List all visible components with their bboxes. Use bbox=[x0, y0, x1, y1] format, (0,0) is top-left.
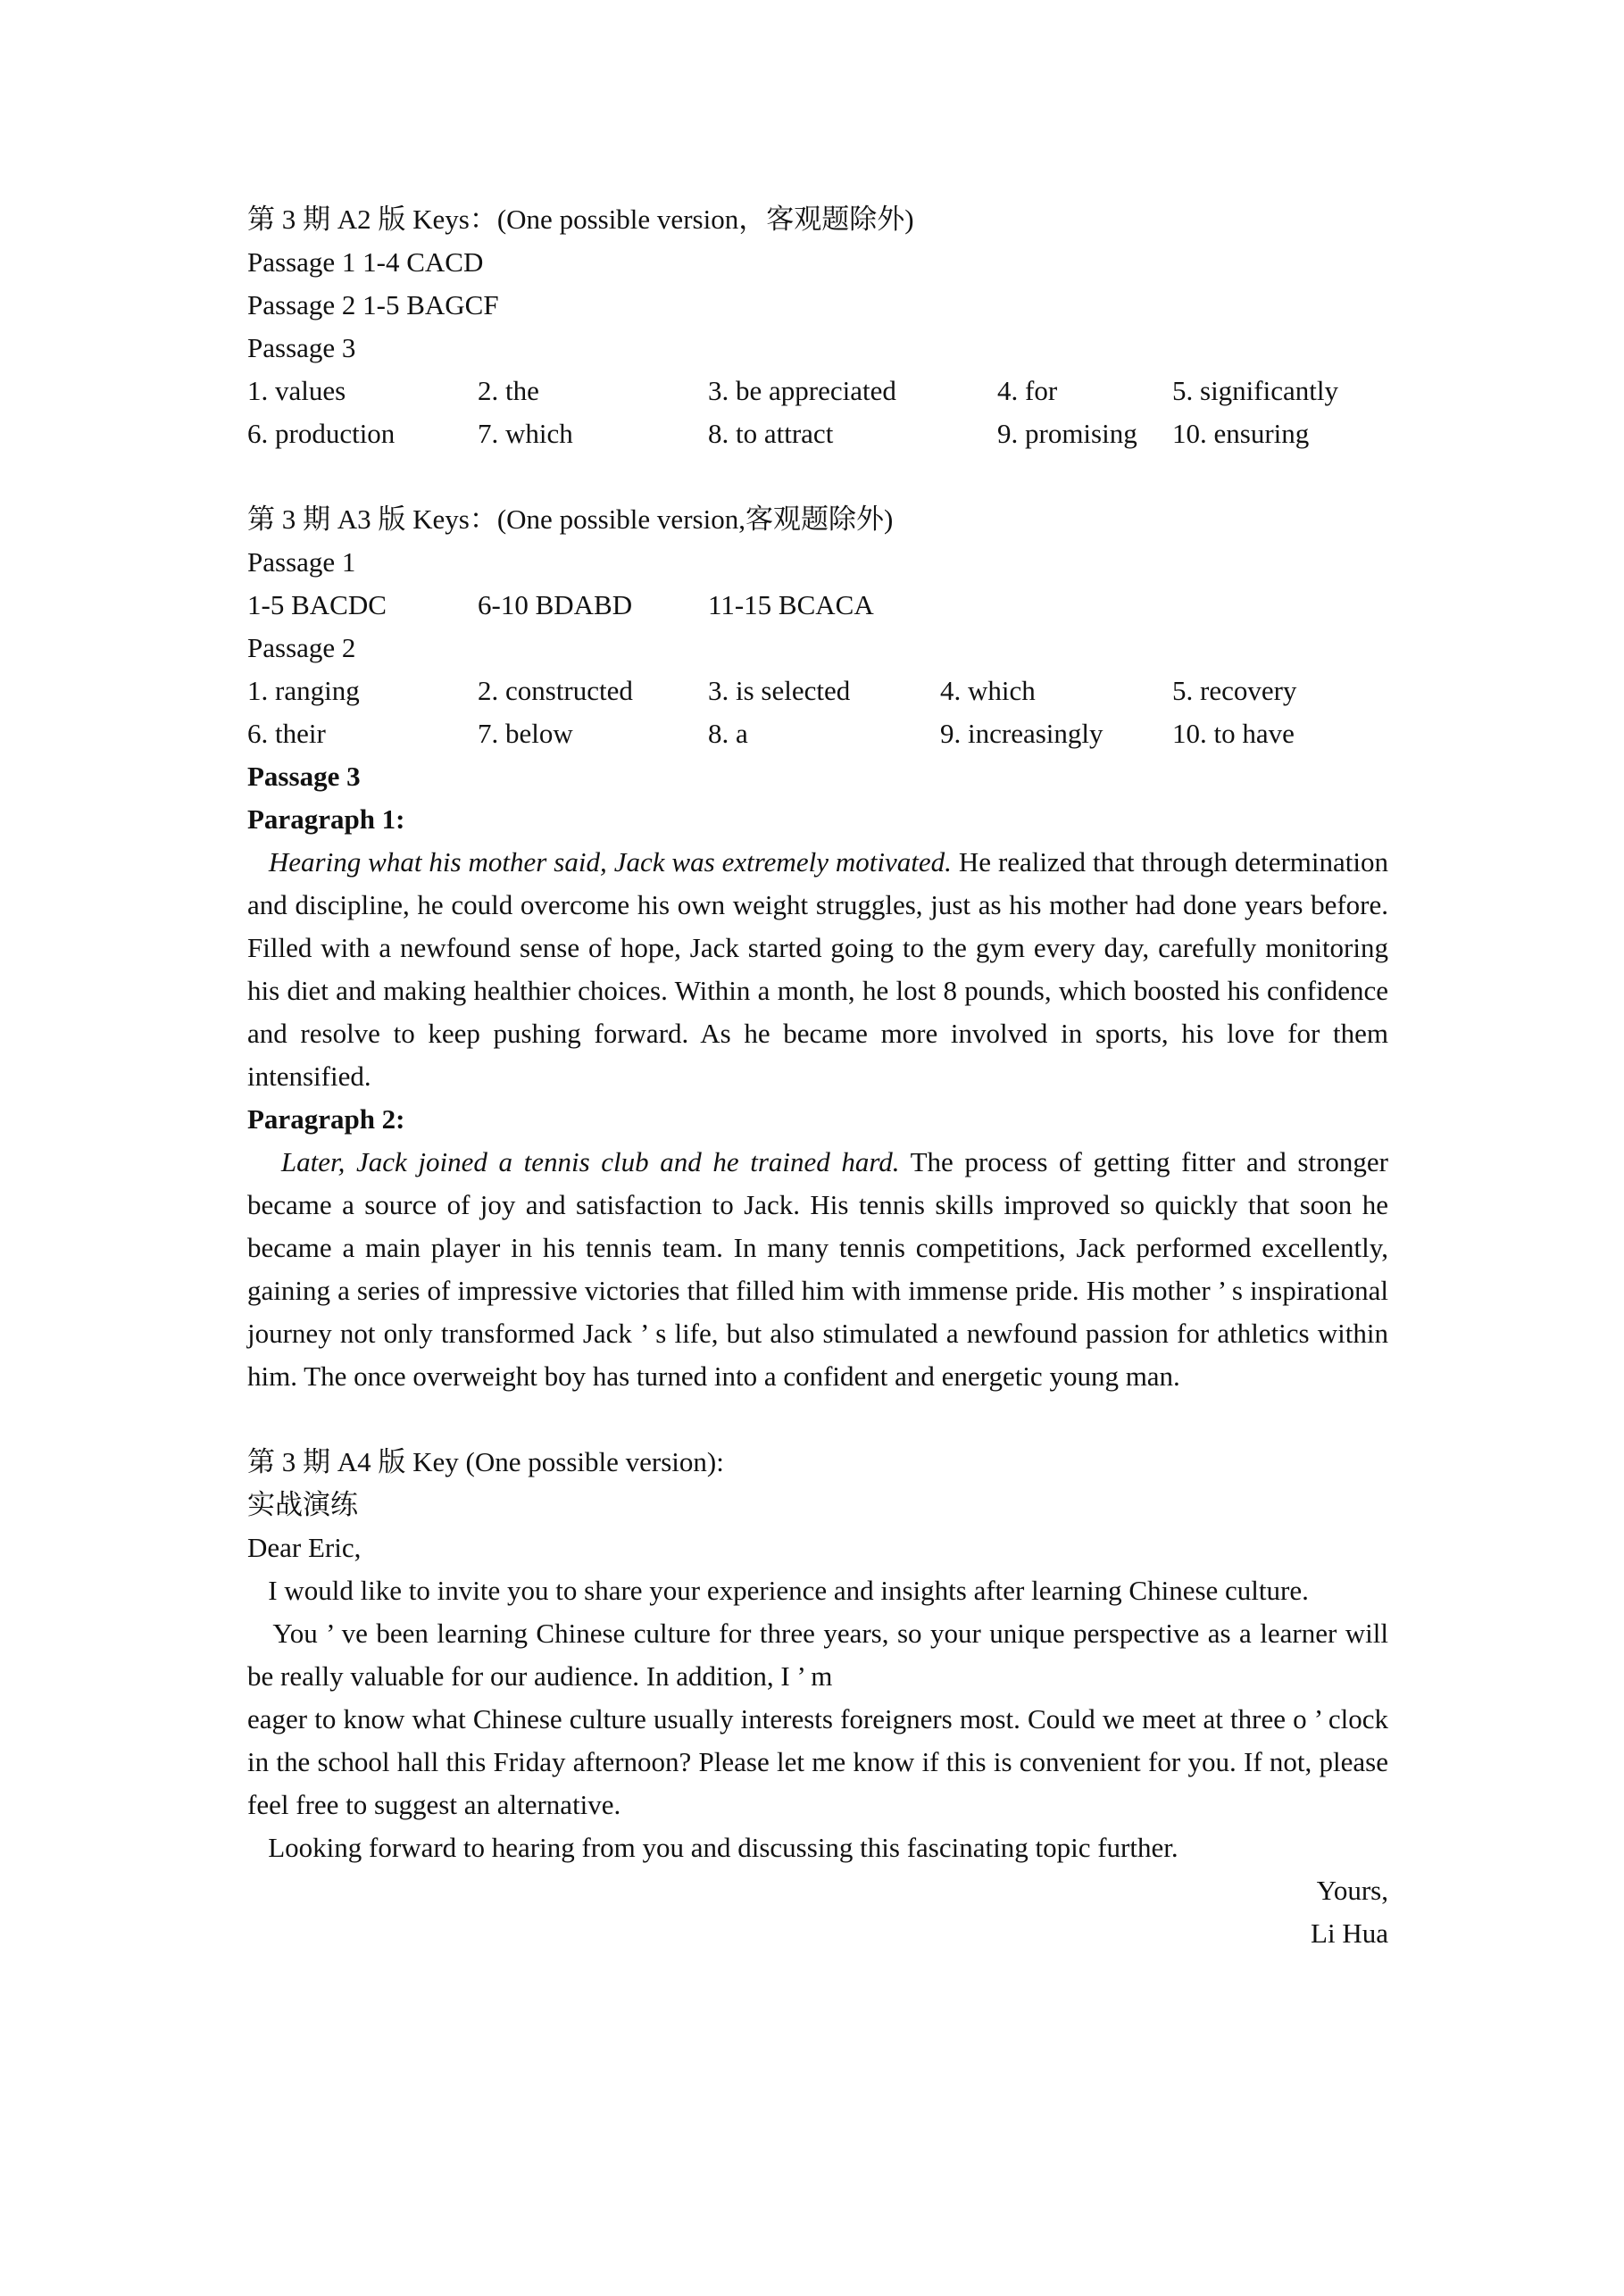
paragraph1-lead: Hearing what his mother said, Jack was extremely motivated. bbox=[268, 846, 952, 878]
letter-text: You ’ ve been learning Chinese culture for three years, so your unique perspective as a learner will be really valuable for our audience. In addition, I ’ m bbox=[247, 1618, 1389, 1692]
answer-key-page bbox=[247, 198, 1388, 1955]
a2-passage1-key: Passage 1 1-4 CACD bbox=[247, 246, 484, 278]
answer-cell: 7. below bbox=[478, 718, 573, 749]
paragraph1-body: He realized that through determination and discipline, he could overcome his own weight struggles, just as his mother had done years before. Filled with a newfound sense of hope, Jack started going to the gym every day, carefully monitoring his diet and making healthier choices. Within a month, he lost 8 pounds, which boosted his confidence and resolve to keep pushing forward. As he became more involved in sports, his love for them intensified. bbox=[247, 846, 1389, 1092]
paragraph1-title: Paragraph 1: bbox=[247, 803, 405, 835]
answer-cell: 4. which bbox=[940, 675, 1036, 706]
letter-paragraph bbox=[247, 1698, 1388, 1826]
answer-cell: 9. promising bbox=[997, 418, 1137, 449]
a3-passage1-title: Passage 1 bbox=[247, 546, 356, 578]
answer-cell: 6. their bbox=[247, 718, 326, 749]
a3-heading: 第 3 期 A3 版 Keys：(One possible version,客观题除外) bbox=[247, 503, 894, 535]
answer-cell: 5. significantly bbox=[1172, 375, 1338, 406]
a3-passage3-title: Passage 3 bbox=[247, 761, 361, 792]
a4-heading: 第 3 期 A4 版 Key (One possible version): bbox=[247, 1446, 724, 1477]
answer-cell: 2. the bbox=[478, 375, 539, 406]
answer-cell: 6-10 BDABD bbox=[478, 589, 633, 620]
letter-greeting: Dear Eric, bbox=[247, 1532, 362, 1563]
answer-cell: 5. recovery bbox=[1172, 675, 1297, 706]
paragraph2-title: Paragraph 2: bbox=[247, 1103, 405, 1135]
letter-paragraph bbox=[247, 1612, 1388, 1698]
a2-passage3-row bbox=[247, 412, 1388, 455]
letter-closing: Yours, bbox=[1316, 1875, 1388, 1906]
paragraph2-text bbox=[247, 1141, 1388, 1398]
a2-passage3-row bbox=[247, 370, 1388, 412]
answer-cell: 8. to attract bbox=[708, 418, 834, 449]
answer-cell: 8. a bbox=[708, 718, 748, 749]
paragraph2-lead: Later, Jack joined a tennis club and he trained hard. bbox=[280, 1146, 900, 1177]
a3-passage2-row bbox=[247, 712, 1388, 755]
letter-text: Looking forward to hearing from you and discussing this fascinating topic further. bbox=[268, 1832, 1178, 1863]
answer-cell: 6. production bbox=[247, 418, 396, 449]
letter-signature: Li Hua bbox=[1311, 1917, 1388, 1949]
answer-cell: 4. for bbox=[997, 375, 1058, 406]
a2-passage2-key: Passage 2 1-5 BAGCF bbox=[247, 289, 499, 320]
letter-paragraph bbox=[247, 1569, 1388, 1612]
answer-cell: 2. constructed bbox=[478, 675, 633, 706]
paragraph2-body: The process of getting fitter and stronger became a source of joy and satisfaction to Jack. His tennis skills improved so quickly that soon he became a main player in his tennis team. In many tennis competitions, Jack performed excellently, gaining a series of impressive victories that filled him with immense pride. His mother ’ s inspirational journey not only transformed Jack ’ s life, but also stimulated a newfound passion for athletics within him. The once overweight boy has turned into a confident and energetic young man. bbox=[247, 1146, 1388, 1392]
a3-passage2-title: Passage 2 bbox=[247, 632, 356, 663]
answer-cell: 10. ensuring bbox=[1172, 418, 1310, 449]
answer-cell: 3. is selected bbox=[708, 675, 851, 706]
letter-text: I would like to invite you to share your experience and insights after learning Chinese culture. bbox=[268, 1575, 1309, 1606]
a2-passage3-title: Passage 3 bbox=[247, 332, 356, 363]
a3-passage1-row bbox=[247, 584, 1388, 627]
answer-cell: 9. increasingly bbox=[940, 718, 1103, 749]
letter-paragraph bbox=[247, 1826, 1388, 1869]
answer-cell: 1. values bbox=[247, 375, 346, 406]
paragraph1-text bbox=[247, 841, 1388, 1098]
answer-cell: 10. to have bbox=[1172, 718, 1295, 749]
answer-cell: 1-5 BACDC bbox=[247, 589, 387, 620]
a4-section-title: 实战演练 bbox=[247, 1489, 358, 1520]
a3-passage2-row bbox=[247, 670, 1388, 712]
answer-cell: 1. ranging bbox=[247, 675, 360, 706]
answer-cell: 3. be appreciated bbox=[708, 375, 896, 406]
letter-text: eager to know what Chinese culture usually interests foreigners most. Could we meet at three o ’ clock in the school hall this Friday afternoon? Please let me know if this is convenient for you. If not, please feel free to suggest an alternative. bbox=[247, 1703, 1388, 1820]
answer-cell: 11-15 BCACA bbox=[708, 589, 874, 620]
answer-cell: 7. which bbox=[478, 418, 573, 449]
a2-heading: 第 3 期 A2 版 Keys：(One possible version，客观题除外) bbox=[247, 204, 914, 235]
